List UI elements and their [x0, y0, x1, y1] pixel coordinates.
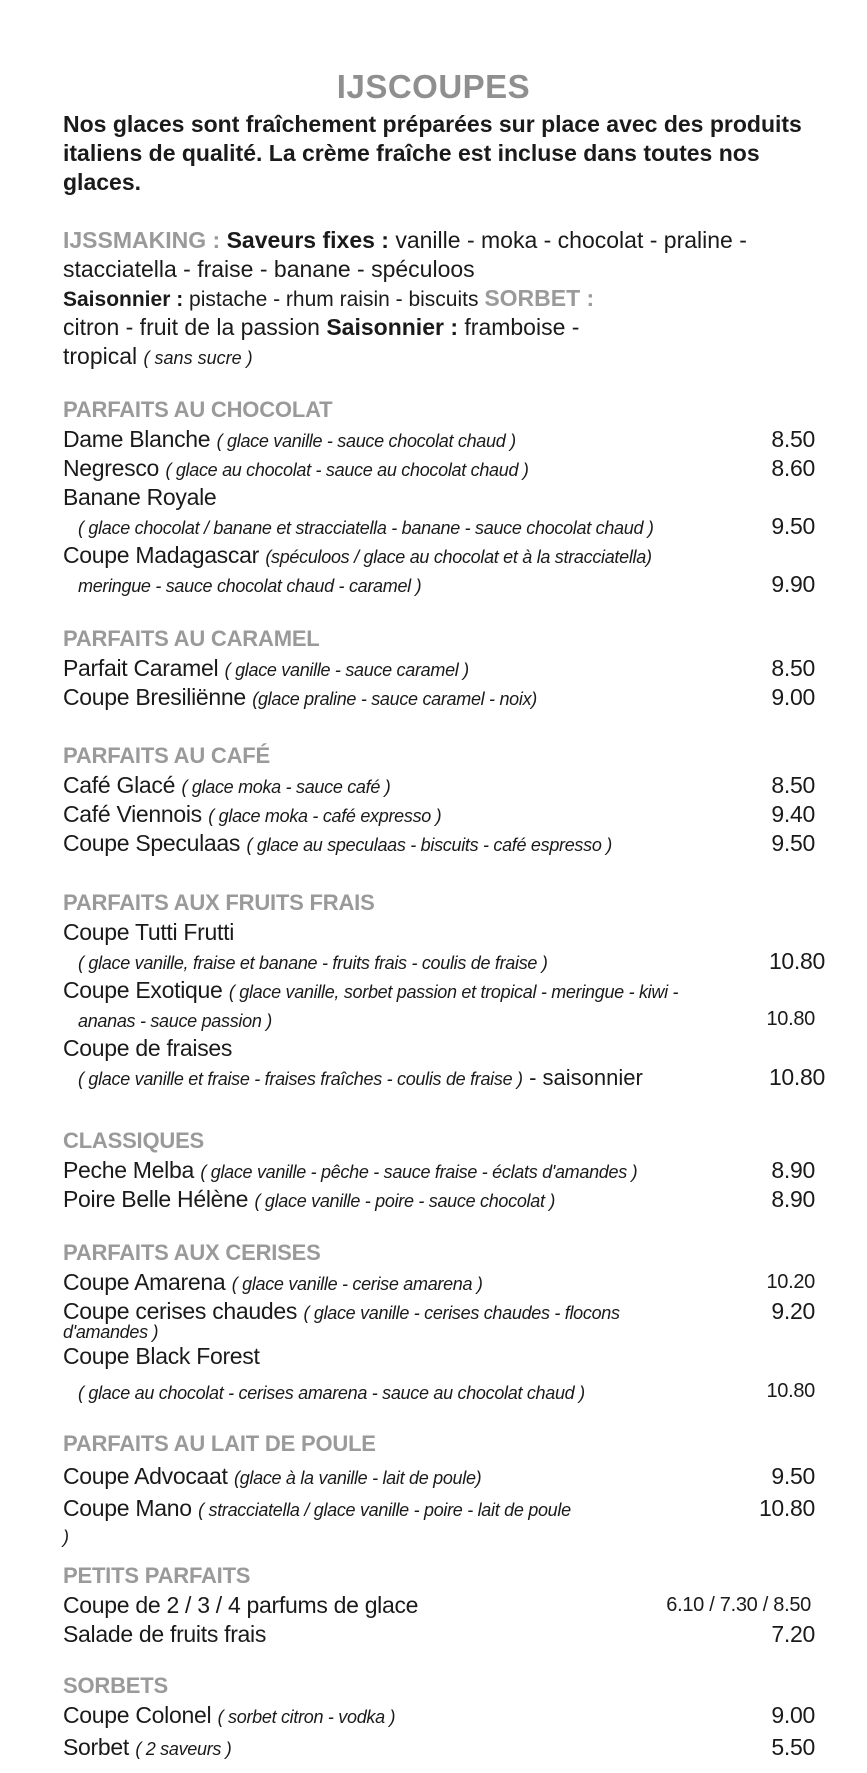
item-price: 10.80 [758, 1495, 815, 1521]
section-title: PARFAITS AU CHOCOLAT [63, 397, 333, 422]
section-classiques [63, 1126, 833, 1214]
menu-item [63, 1462, 833, 1491]
item-seasonal-note: - saisonnier [529, 1065, 643, 1090]
item-name: Coupe Bresiliënne [63, 684, 246, 710]
item-name: Coupe Black Forest [63, 1343, 260, 1369]
item-name: Coupe de fraises [63, 1035, 233, 1061]
item-price: 9.50 [771, 830, 815, 856]
menu-item [63, 918, 833, 947]
item-desc: ( glace au chocolat - cerises amarena - sauce au chocolat chaud ) [78, 1383, 585, 1403]
menu-item [63, 1342, 833, 1371]
section-lait-de-poule [63, 1429, 833, 1547]
item-name: Coupe Mano [63, 1495, 192, 1521]
item-price: 10.80 [766, 1008, 815, 1030]
flavors-block [63, 226, 783, 371]
item-desc: ( glace au speculaas - biscuits - café espresso ) [246, 835, 612, 855]
item-price: 10.80 [768, 948, 825, 974]
menu-item [63, 654, 833, 683]
section-title: PARFAITS AU CAFÉ [63, 743, 271, 768]
fixed-flavors-line1: vanille - moka - chocolat - praline - [395, 227, 747, 253]
sorbet-note: ( sans sucre ) [143, 348, 253, 368]
item-price: 9.50 [771, 513, 815, 539]
seasonal-label: Saisonnier : [63, 288, 184, 311]
item-price: 8.50 [771, 655, 815, 681]
item-name: Coupe Advocaat [63, 1463, 228, 1489]
item-name: Poire Belle Hélène [63, 1186, 249, 1212]
item-price: 9.20 [771, 1298, 815, 1324]
item-price: 8.60 [771, 455, 815, 481]
item-desc: d'amandes ) [63, 1322, 159, 1342]
item-name: Negresco [63, 455, 160, 481]
menu-item [63, 1268, 833, 1297]
item-desc: ( glace vanille, fraise et banane - fruits frais - coulis de fraise ) [78, 953, 548, 973]
item-price: 10.80 [766, 1380, 815, 1402]
menu-item-detail [63, 1523, 833, 1547]
menu-item [63, 454, 833, 483]
item-desc: ( glace moka - sauce café ) [181, 777, 391, 797]
section-title: SORBETS [63, 1673, 168, 1698]
seasonal-flavors: pistache - rhum raisin - biscuits [189, 288, 479, 311]
item-desc: ( glace vanille - pêche - sauce fraise - éclats d'amandes ) [200, 1162, 638, 1182]
menu-item-detail [63, 947, 833, 976]
item-name: Coupe de 2 / 3 / 4 parfums de glace [63, 1592, 419, 1618]
section-title: PARFAITS AU LAIT DE POULE [63, 1431, 376, 1456]
menu-item [63, 1034, 833, 1063]
item-desc: ( glace vanille - sauce caramel ) [224, 660, 469, 680]
menu-item-detail [63, 1320, 833, 1342]
menu-item [63, 1185, 833, 1214]
menu-item-detail [63, 1063, 833, 1092]
item-desc: ( glace vanille - cerise amarena ) [231, 1274, 483, 1294]
menu-item [63, 771, 833, 800]
sorbet-seasonal-line2: tropical [63, 343, 138, 369]
menu-item [63, 1494, 833, 1523]
item-name: Coupe Madagascar [63, 542, 259, 568]
section-petits-parfaits [63, 1561, 833, 1649]
item-name: Coupe Colonel [63, 1702, 212, 1728]
menu-item [63, 683, 833, 712]
sorbet-seasonal-line1: framboise - [464, 314, 580, 340]
menu-item [63, 1701, 833, 1730]
item-desc: ( glace vanille - poire - sauce chocolat ) [254, 1191, 556, 1211]
sorbet-seasonal-label: Saisonnier : [326, 314, 458, 340]
menu-item [63, 541, 833, 570]
section-fruits [63, 888, 833, 1092]
item-price: 8.50 [771, 426, 815, 452]
menu-item-detail [63, 512, 833, 541]
item-name: Café Viennois [63, 801, 202, 827]
menu-item [63, 1156, 833, 1185]
section-cafe [63, 741, 833, 858]
item-price: 9.90 [771, 571, 815, 597]
section-cerises [63, 1238, 833, 1406]
item-price: 8.90 [771, 1157, 815, 1183]
menu-item [63, 976, 833, 1005]
item-desc: ( sorbet citron - vodka ) [217, 1707, 396, 1727]
fixed-flavors-label: Saveurs fixes : [226, 227, 389, 253]
section-caramel [63, 624, 833, 712]
item-price: 8.90 [771, 1186, 815, 1212]
item-desc: ( glace vanille - cerises chaudes - flocons [303, 1303, 620, 1323]
ijssmaking-label: IJSSMAKING : [63, 227, 221, 253]
section-sorbets [63, 1671, 833, 1762]
menu-item [63, 1591, 833, 1620]
menu-item [63, 1733, 833, 1762]
item-price: 9.50 [771, 1463, 815, 1489]
section-title: PARFAITS AUX FRUITS FRAIS [63, 890, 375, 915]
menu-item [63, 829, 833, 858]
item-name: Coupe Amarena [63, 1269, 226, 1295]
section-title: PARFAITS AUX CERISES [63, 1240, 321, 1265]
menu-item [63, 800, 833, 829]
item-name: Coupe Exotique [63, 977, 223, 1003]
item-name: Dame Blanche [63, 426, 211, 452]
item-desc: ( glace vanille, sorbet passion et tropical - meringue - kiwi - [228, 982, 679, 1002]
item-desc: meringue - sauce chocolat chaud - caramel ) [78, 576, 422, 596]
fixed-flavors-line2: stacciatella - fraise - banane - spéculoos [63, 256, 475, 282]
menu-item-detail [63, 1005, 833, 1034]
item-desc: (glace à la vanille - lait de poule) [234, 1468, 482, 1488]
item-price: 5.50 [771, 1734, 815, 1760]
item-name: Coupe Speculaas [63, 830, 241, 856]
item-desc: (spéculoos / glace au chocolat et à la stracciatella) [265, 547, 652, 567]
menu-item [63, 425, 833, 454]
menu-item-detail [63, 1377, 833, 1406]
page-title: IJSCOUPES [336, 68, 531, 105]
item-price: 9.00 [771, 1702, 815, 1728]
section-title: CLASSIQUES [63, 1128, 205, 1153]
section-title: PETITS PARFAITS [63, 1563, 251, 1588]
item-price: 10.20 [766, 1271, 815, 1293]
item-desc: ( glace au chocolat - sauce au chocolat chaud ) [165, 460, 529, 480]
menu-item-detail [63, 570, 833, 599]
item-name: Café Glacé [63, 772, 176, 798]
item-name: Coupe cerises chaudes [63, 1298, 298, 1324]
item-name: Parfait Caramel [63, 655, 219, 681]
sorbet-label: SORBET : [484, 285, 595, 311]
item-desc: ( stracciatella / glace vanille - poire - lait de poule [198, 1500, 571, 1520]
item-name: Peche Melba [63, 1157, 194, 1183]
item-name: Salade de fruits frais [63, 1621, 267, 1647]
item-price: 10.80 [768, 1064, 825, 1090]
item-name: Coupe Tutti Frutti [63, 919, 235, 945]
item-desc: ananas - sauce passion ) [78, 1011, 272, 1031]
menu-item [63, 1620, 833, 1649]
menu-item [63, 483, 833, 512]
item-name: Sorbet [63, 1734, 129, 1760]
intro-text: Nos glaces sont fraîchement préparées sur place avec des produits italiens de qualité. La crème fraîche est incluse dans toutes nos glaces. [63, 111, 802, 195]
item-price: 8.50 [771, 772, 815, 798]
item-desc: ( glace moka - café expresso ) [208, 806, 442, 826]
item-desc: ) [63, 1527, 69, 1547]
item-desc: ( 2 saveurs ) [135, 1739, 232, 1759]
item-price: 9.40 [771, 801, 815, 827]
item-desc: ( glace vanille - sauce chocolat chaud ) [216, 431, 516, 451]
item-desc: (glace praline - sauce caramel - noix) [252, 689, 537, 709]
sorbet-flavors: citron - fruit de la passion [63, 314, 320, 340]
section-title: PARFAITS AU CARAMEL [63, 626, 320, 651]
item-name: Banane Royale [63, 484, 217, 510]
item-price: 7.20 [771, 1621, 815, 1647]
item-price: 6.10 / 7.30 / 8.50 [666, 1594, 811, 1616]
section-chocolat [63, 395, 833, 599]
item-price: 9.00 [771, 684, 815, 710]
item-desc: ( glace vanille et fraise - fraises fraîches - coulis de fraise ) [78, 1069, 523, 1089]
item-desc: ( glace chocolat / banane et stracciatella - banane - sauce chocolat chaud ) [78, 518, 654, 538]
